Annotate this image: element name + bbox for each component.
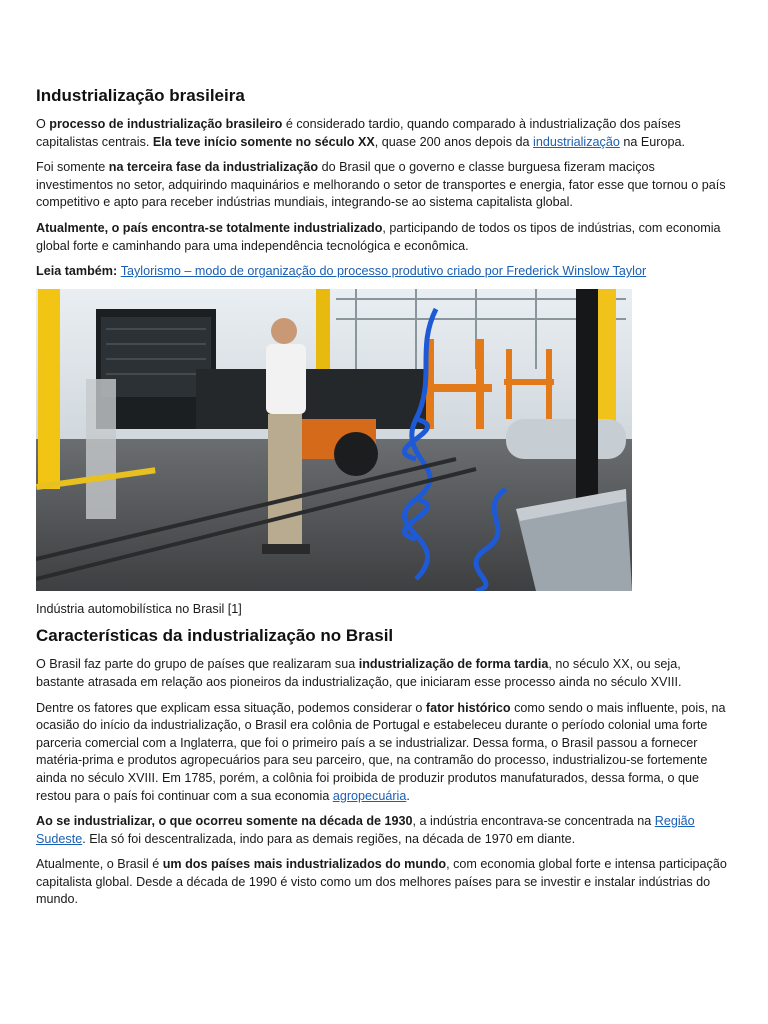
link-regiao-sudeste[interactable]: Região Sudeste — [36, 814, 695, 846]
text: O — [36, 117, 50, 131]
paragraph — [36, 220, 732, 255]
bold-text: Atualmente, o país encontra-se totalmente industrializado — [36, 220, 383, 235]
paragraph — [36, 116, 732, 151]
text: O Brasil faz parte do grupo de países que realizaram sua — [36, 657, 359, 672]
assembly-line-image — [36, 289, 632, 591]
link-industrializacao[interactable]: industrialização — [533, 134, 620, 149]
paragraph — [36, 700, 732, 806]
text: como sendo o mais influente, pois, na ocasião do início da industrialização, o Brasil era colônia de Portugal e estabeleceu durante o período colonial uma forte parceria comercial com a Inglaterra, que foi o primeiro país a se industrializar. Dessa forma, o Brasil passou a fornecer matéria-prima e produtos agropecuários para seu parceiro, que, na contramão do processo, industrializou-se fortemente ainda no século XVIII. Em 1785, porém, a colônia foi proibida de produzir produtos manufaturados, dessa forma, o que restou para o país foi continuar com a sua economia — [36, 700, 726, 803]
text: Dentre os fatores que explicam essa situação, podemos considerar o — [36, 700, 426, 715]
text: , quase 200 anos depois da — [374, 134, 534, 149]
text: , participando de todos os tipos de indústrias, com economia global forte e caminhando para uma independência tecnológica e econômica. — [36, 220, 721, 253]
text: do Brasil que o governo e classe burguesa fizeram maciços investimentos no setor, adquirindo maquinários e melhorando o setor de transportes e energia, fator esse que tornou o país competitivo e apto para receber indústrias mundiais, integrando-se ao sistema capitalista global. — [36, 160, 726, 210]
bold-text: fator histórico — [425, 700, 511, 715]
paragraph — [36, 856, 732, 909]
text: Atualmente, o Brasil é — [36, 857, 163, 872]
bold-text: na terceira fase da industrialização — [108, 160, 319, 175]
bold-text: Ao se industrializar, o que ocorreu somente na década de 1930 — [36, 814, 413, 829]
factory-photo — [36, 289, 632, 591]
bold-text: um dos países mais industrializados do mundo — [162, 857, 447, 872]
text: na Europa. — [619, 134, 685, 149]
read-also — [36, 263, 732, 281]
paragraph — [36, 813, 732, 848]
text: é considerado tardio, quando comparado à industrialização dos países capitalistas centrais. — [36, 117, 681, 149]
text: . Ela só foi descentralizada, indo para as demais regiões, na década de 1970 em diante. — [82, 831, 576, 846]
bold-text: processo de industrialização brasileiro — [49, 117, 283, 131]
bold-text: industrialização de forma tardia — [358, 657, 549, 672]
article — [36, 86, 732, 917]
text: , a indústria encontrava-se concentrada na — [412, 814, 655, 829]
paragraph — [36, 159, 732, 212]
bold-text: Leia também: — [36, 264, 121, 279]
link-agropecuaria[interactable]: agropecuária — [332, 788, 407, 803]
text: , no século XX, ou seja, bastante atrasada em relação aos pioneiros da industrialização, que iniciaram esse processo ainda no século XVIII. — [36, 657, 682, 689]
text: , com economia global forte e intensa participação capitalista global. Desde a década de 1990 é visto como um dos melhores países para se investir e instalar indústrias do mundo. — [36, 857, 727, 907]
section-title-industrializacao: Industrialização brasileira — [36, 86, 245, 105]
image-caption: Indústria automobilística no Brasil [1] — [36, 601, 242, 616]
text: Foi somente — [36, 160, 109, 175]
link-taylorismo[interactable]: Taylorismo – modo de organização do processo produtivo criado por Frederick Winslow Taylor — [120, 264, 647, 279]
paragraph — [36, 656, 732, 691]
text: . — [406, 788, 410, 803]
section-title-caracteristicas: Características da industrialização no Brasil — [36, 626, 394, 646]
bold-text: Ela teve início somente no século XX — [152, 134, 375, 149]
